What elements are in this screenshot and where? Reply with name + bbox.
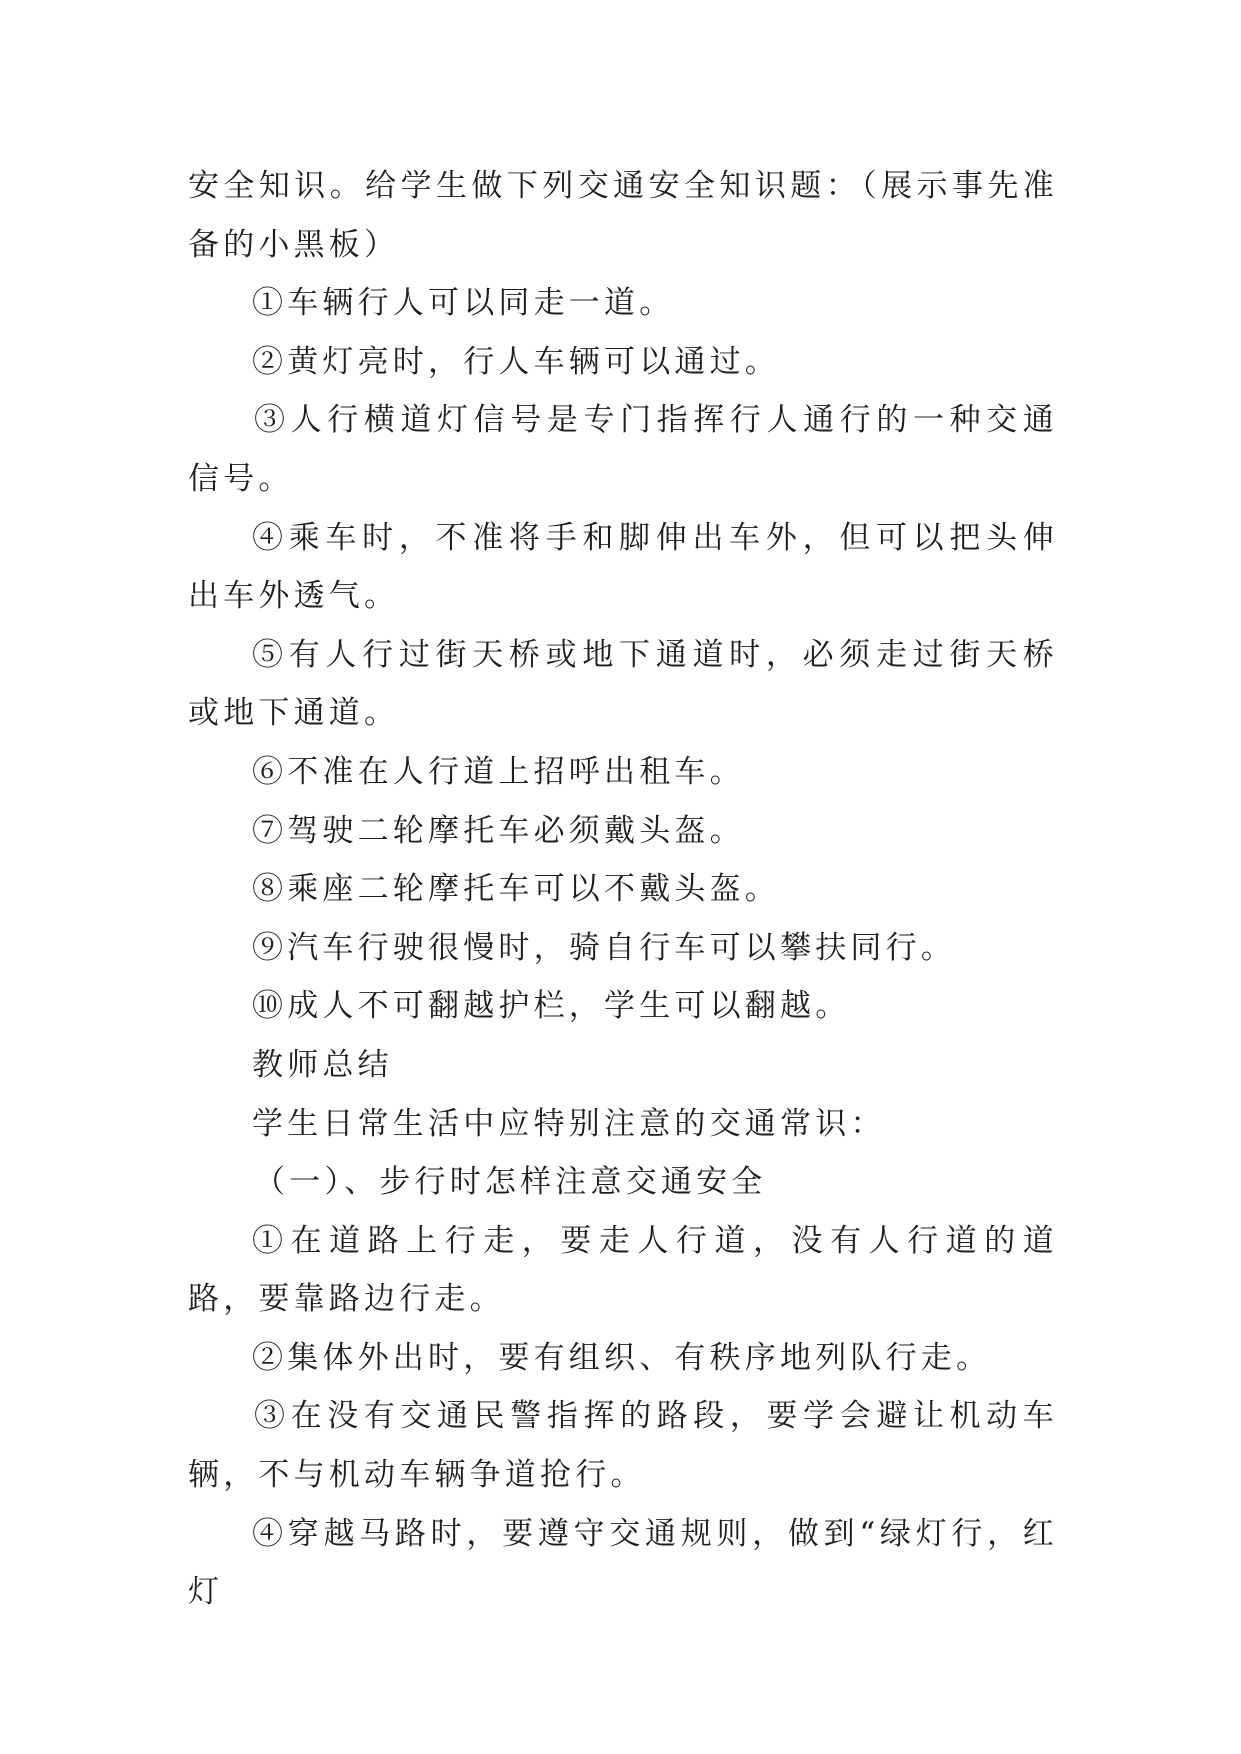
quiz-item-6: ⑥不准在人行道上招呼出租车。 (252, 753, 745, 790)
quiz-item-7: ⑦驾驶二轮摩托车必须戴头盔。 (252, 812, 745, 849)
document-body (188, 157, 1058, 1622)
quiz-item-2: ②黄灯亮时，行人车辆可以通过。 (252, 343, 780, 380)
quiz-item-3: ③人行横道灯信号是专门指挥行人通行的一种交通信号。 (188, 402, 1058, 497)
walking-rule-4: ④穿越马路时，要遵守交通规则，做到“绿灯行，红灯 (188, 1515, 1058, 1611)
section-heading-teacher-summary: 教师总结 (252, 1046, 393, 1083)
quiz-item-10: ⑩成人不可翻越护栏，学生可以翻越。 (252, 988, 851, 1025)
quiz-item-8: ⑧乘座二轮摩托车可以不戴头盔。 (252, 871, 780, 908)
walking-rule-2: ②集体外出时，要有组织、有秩序地列队行走。 (252, 1339, 992, 1376)
quiz-item-5: ⑤有人行过街天桥或地下通道时，必须走过街天桥或地下通道。 (188, 636, 1058, 732)
quiz-item-1: ①车辆行人可以同走一道。 (252, 285, 675, 322)
subheading-walking-safety: （一）、步行时怎样注意交通安全 (254, 1164, 767, 1201)
paragraph-intro: 安全知识。给学生做下列交通安全知识题：（展示事先准备的小黑板） (188, 168, 1058, 263)
walking-rule-1: ①在道路上行走，要走人行道，没有人行道的道路，要靠路边行走。 (188, 1222, 1058, 1318)
quiz-item-4: ④乘车时，不准将手和脚伸出车外，但可以把头伸出车外透气。 (188, 519, 1058, 615)
walking-rule-3: ③在没有交通民警指挥的路段，要学会避让机动车辆，不与机动车辆争道抢行。 (188, 1398, 1058, 1494)
quiz-item-9: ⑨汽车行驶很慢时，骑自行车可以攀扶同行。 (252, 929, 956, 966)
paragraph-traffic-knowledge: 学生日常生活中应特别注意的交通常识： (252, 1105, 886, 1142)
